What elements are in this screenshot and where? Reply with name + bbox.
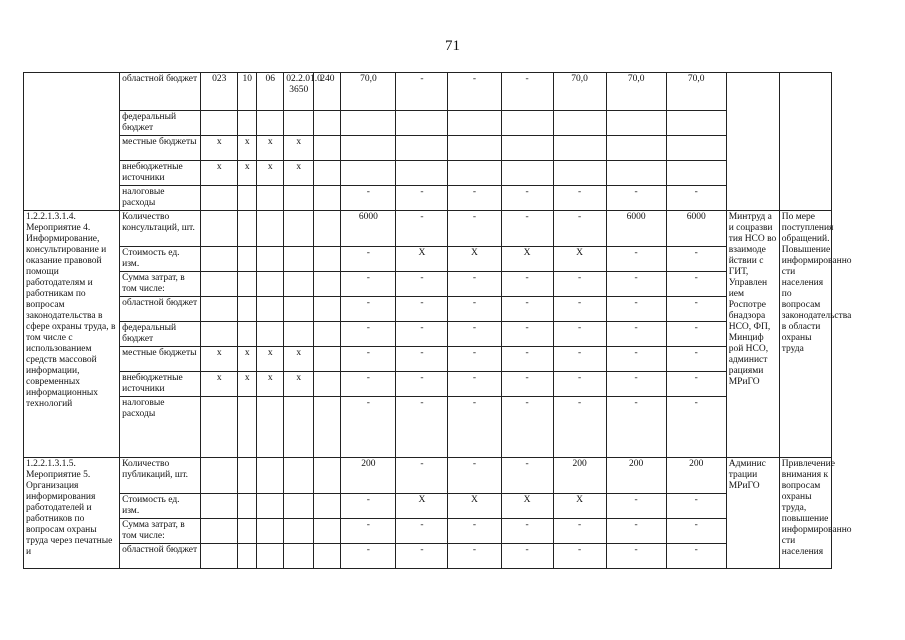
value-cell: [553, 111, 606, 136]
value-cell: -: [666, 297, 726, 322]
value-cell: [553, 136, 606, 161]
value-cell: [257, 297, 284, 322]
row-label: внебюджетные источники: [120, 161, 201, 186]
value-cell: -: [501, 297, 553, 322]
value-cell: -: [448, 322, 501, 347]
result-cell-empty: [779, 73, 831, 211]
value-cell: -: [606, 322, 666, 347]
value-cell: [257, 211, 284, 247]
value-cell: х: [284, 347, 314, 372]
value-cell: х: [257, 347, 284, 372]
value-cell: [314, 247, 341, 272]
value-cell: -: [666, 272, 726, 297]
value-cell: [314, 494, 341, 519]
value-cell: [201, 397, 238, 458]
value-cell: [201, 297, 238, 322]
value-cell: х: [201, 372, 238, 397]
page-number: 71: [445, 38, 460, 54]
value-cell: Х: [448, 247, 501, 272]
value-cell: -: [666, 494, 726, 519]
value-cell: [284, 458, 314, 494]
value-cell: -: [396, 519, 448, 544]
row-label: местные бюджеты: [120, 136, 201, 161]
value-cell: -: [501, 519, 553, 544]
value-cell: -: [606, 519, 666, 544]
value-cell: [314, 544, 341, 569]
row-label: федеральный бюджет: [120, 111, 201, 136]
value-cell: -: [666, 247, 726, 272]
value-cell: -: [448, 272, 501, 297]
value-cell: [238, 211, 257, 247]
code-cell-empty: [24, 73, 120, 211]
value-cell: -: [341, 544, 396, 569]
result-cell: Привлечение внимания к вопросам охраны труда, повышение информированно сти населения: [779, 458, 831, 569]
value-cell: [201, 544, 238, 569]
measure-code: 1.2.2.1.3.1.5. Мероприятие 5. Организация информирования работодателей и работников по вопросам охраны труда через печатные и: [24, 458, 120, 569]
value-cell: [257, 322, 284, 347]
value-cell: -: [448, 372, 501, 397]
value-cell: -: [606, 544, 666, 569]
executor-cell: Админис трации МРиГО: [726, 458, 779, 569]
value-cell: -: [396, 544, 448, 569]
value-cell: -: [501, 372, 553, 397]
value-cell: -: [666, 347, 726, 372]
value-cell: [257, 111, 284, 136]
value-cell: -: [666, 397, 726, 458]
value-cell: -: [553, 372, 606, 397]
value-cell: 6000: [606, 211, 666, 247]
value-cell: -: [606, 372, 666, 397]
value-cell: -: [501, 544, 553, 569]
value-cell: [201, 186, 238, 211]
value-cell: 200: [553, 458, 606, 494]
value-cell: [238, 186, 257, 211]
value-cell: 6000: [666, 211, 726, 247]
value-cell: [201, 272, 238, 297]
value-cell: [341, 111, 396, 136]
value-cell: -: [341, 247, 396, 272]
value-cell: [201, 458, 238, 494]
value-cell: [257, 494, 284, 519]
value-cell: 023: [201, 73, 238, 111]
value-cell: х: [284, 372, 314, 397]
table-row: [24, 211, 889, 247]
value-cell: [257, 458, 284, 494]
value-cell: [314, 186, 341, 211]
value-cell: -: [396, 272, 448, 297]
value-cell: [238, 494, 257, 519]
value-cell: -: [553, 347, 606, 372]
value-cell: Х: [553, 247, 606, 272]
value-cell: [314, 397, 341, 458]
value-cell: [201, 494, 238, 519]
value-cell: х: [238, 136, 257, 161]
value-cell: х: [238, 161, 257, 186]
value-cell: [341, 161, 396, 186]
value-cell: -: [553, 297, 606, 322]
value-cell: [284, 211, 314, 247]
value-cell: -: [606, 297, 666, 322]
value-cell: [257, 247, 284, 272]
value-cell: х: [201, 136, 238, 161]
value-cell: -: [448, 347, 501, 372]
value-cell: -: [396, 458, 448, 494]
value-cell: [238, 519, 257, 544]
value-cell: [606, 111, 666, 136]
value-cell: -: [501, 458, 553, 494]
value-cell: -: [666, 519, 726, 544]
value-cell: -: [553, 519, 606, 544]
row-label: Стоимость ед. изм.: [120, 494, 201, 519]
value-cell: -: [396, 372, 448, 397]
value-cell: [284, 519, 314, 544]
value-cell: [257, 186, 284, 211]
value-cell: [314, 372, 341, 397]
value-cell: -: [666, 186, 726, 211]
value-cell: [238, 272, 257, 297]
value-cell: х: [257, 372, 284, 397]
result-cell: По мере поступления обращений. Повышение информированно сти населения по вопросам законодательства в области охраны труда: [779, 211, 831, 458]
value-cell: -: [606, 247, 666, 272]
value-cell: [314, 347, 341, 372]
value-cell: [238, 544, 257, 569]
value-cell: 70,0: [606, 73, 666, 111]
value-cell: 200: [606, 458, 666, 494]
value-cell: [341, 136, 396, 161]
row-label: Стоимость ед. изм.: [120, 247, 201, 272]
table-row: [24, 458, 889, 494]
value-cell: [284, 297, 314, 322]
value-cell: [501, 136, 553, 161]
value-cell: [314, 161, 341, 186]
value-cell: [314, 272, 341, 297]
row-label: налоговые расходы: [120, 186, 201, 211]
row-label: федеральный бюджет: [120, 322, 201, 347]
value-cell: [666, 111, 726, 136]
value-cell: -: [396, 297, 448, 322]
value-cell: -: [501, 186, 553, 211]
value-cell: -: [553, 272, 606, 297]
value-cell: -: [341, 494, 396, 519]
row-label: Количество консультаций, шт.: [120, 211, 201, 247]
value-cell: -: [606, 347, 666, 372]
value-cell: -: [341, 186, 396, 211]
value-cell: х: [201, 347, 238, 372]
value-cell: [257, 272, 284, 297]
value-cell: х: [284, 161, 314, 186]
value-cell: -: [501, 397, 553, 458]
value-cell: 70,0: [553, 73, 606, 111]
value-cell: -: [666, 544, 726, 569]
value-cell: [284, 111, 314, 136]
value-cell: [284, 397, 314, 458]
table-row: [24, 73, 889, 111]
value-cell: -: [606, 186, 666, 211]
value-cell: Х: [553, 494, 606, 519]
row-label: областной бюджет: [120, 544, 201, 569]
value-cell: 70,0: [341, 73, 396, 111]
value-cell: х: [257, 161, 284, 186]
value-cell: -: [666, 322, 726, 347]
row-label: налоговые расходы: [120, 397, 201, 458]
value-cell: [314, 297, 341, 322]
value-cell: -: [341, 297, 396, 322]
value-cell: -: [666, 372, 726, 397]
value-cell: х: [201, 161, 238, 186]
row-label: внебюджетные источники: [120, 372, 201, 397]
value-cell: [257, 519, 284, 544]
value-cell: [284, 544, 314, 569]
value-cell: -: [396, 322, 448, 347]
value-cell: -: [341, 519, 396, 544]
value-cell: [314, 136, 341, 161]
value-cell: [284, 494, 314, 519]
value-cell: 10: [238, 73, 257, 111]
value-cell: [448, 111, 501, 136]
value-cell: 06: [257, 73, 284, 111]
value-cell: Х: [501, 247, 553, 272]
row-label: Количество публикаций, шт.: [120, 458, 201, 494]
value-cell: -: [341, 372, 396, 397]
value-cell: [396, 161, 448, 186]
value-cell: [606, 161, 666, 186]
value-cell: [201, 111, 238, 136]
value-cell: [314, 211, 341, 247]
value-cell: -: [341, 322, 396, 347]
value-cell: [201, 247, 238, 272]
value-cell: [238, 247, 257, 272]
value-cell: [238, 322, 257, 347]
value-cell: -: [448, 519, 501, 544]
value-cell: 200: [341, 458, 396, 494]
value-cell: -: [606, 494, 666, 519]
value-cell: [606, 136, 666, 161]
value-cell: [314, 322, 341, 347]
row-label: областной бюджет: [120, 297, 201, 322]
value-cell: -: [341, 272, 396, 297]
row-label: Сумма затрат, в том числе:: [120, 519, 201, 544]
value-cell: 200: [666, 458, 726, 494]
value-cell: -: [553, 397, 606, 458]
value-cell: 70,0: [666, 73, 726, 111]
value-cell: [501, 161, 553, 186]
value-cell: [396, 136, 448, 161]
value-cell: [553, 161, 606, 186]
value-cell: [238, 297, 257, 322]
value-cell: [284, 186, 314, 211]
row-label: Сумма затрат, в том числе:: [120, 272, 201, 297]
value-cell: [314, 458, 341, 494]
value-cell: [666, 136, 726, 161]
value-cell: -: [396, 397, 448, 458]
value-cell: 02.2.01.0 3650: [284, 73, 314, 111]
value-cell: -: [396, 73, 448, 111]
value-cell: [396, 111, 448, 136]
value-cell: -: [341, 397, 396, 458]
value-cell: [284, 322, 314, 347]
value-cell: -: [448, 186, 501, 211]
value-cell: [666, 161, 726, 186]
value-cell: 240: [314, 73, 341, 111]
value-cell: [284, 272, 314, 297]
value-cell: [257, 544, 284, 569]
value-cell: [257, 397, 284, 458]
value-cell: [201, 211, 238, 247]
value-cell: -: [448, 73, 501, 111]
value-cell: х: [238, 347, 257, 372]
value-cell: -: [448, 544, 501, 569]
value-cell: -: [501, 347, 553, 372]
value-cell: -: [501, 322, 553, 347]
value-cell: Х: [448, 494, 501, 519]
value-cell: -: [448, 297, 501, 322]
value-cell: Х: [396, 247, 448, 272]
value-cell: [314, 519, 341, 544]
budget-table: [23, 72, 889, 569]
value-cell: [201, 322, 238, 347]
value-cell: [238, 458, 257, 494]
value-cell: -: [396, 211, 448, 247]
value-cell: -: [553, 322, 606, 347]
value-cell: [448, 136, 501, 161]
value-cell: х: [238, 372, 257, 397]
value-cell: -: [501, 73, 553, 111]
value-cell: -: [501, 272, 553, 297]
value-cell: [448, 161, 501, 186]
value-cell: -: [606, 397, 666, 458]
executor-cell-empty: [726, 73, 779, 211]
executor-cell: Минтруд а и соцразви тия НСО во взаимоде йствии с ГИТ, Управлен ием Роспотре бнадзора НСО, ФП, Минциф рой НСО, админист рациями МРиГО: [726, 211, 779, 458]
value-cell: х: [284, 136, 314, 161]
value-cell: [501, 111, 553, 136]
value-cell: -: [396, 347, 448, 372]
value-cell: -: [606, 272, 666, 297]
value-cell: Х: [501, 494, 553, 519]
value-cell: [284, 247, 314, 272]
value-cell: -: [448, 458, 501, 494]
row-label: местные бюджеты: [120, 347, 201, 372]
value-cell: -: [396, 186, 448, 211]
value-cell: -: [501, 211, 553, 247]
row-label: областной бюджет: [120, 73, 201, 111]
value-cell: [314, 111, 341, 136]
value-cell: -: [553, 544, 606, 569]
value-cell: -: [553, 186, 606, 211]
value-cell: 6000: [341, 211, 396, 247]
value-cell: [238, 397, 257, 458]
value-cell: -: [553, 211, 606, 247]
value-cell: [238, 111, 257, 136]
value-cell: -: [448, 211, 501, 247]
value-cell: -: [448, 397, 501, 458]
value-cell: Х: [396, 494, 448, 519]
value-cell: [201, 519, 238, 544]
value-cell: х: [257, 136, 284, 161]
measure-code: 1.2.2.1.3.1.4. Мероприятие 4. Информирование, консультирование и оказание правовой помощи работодателям и работникам по вопросам законодательства в сфере охраны труда, в том числе с использованием средств массовой информации, современных информационных технологий: [24, 211, 120, 458]
value-cell: -: [341, 347, 396, 372]
